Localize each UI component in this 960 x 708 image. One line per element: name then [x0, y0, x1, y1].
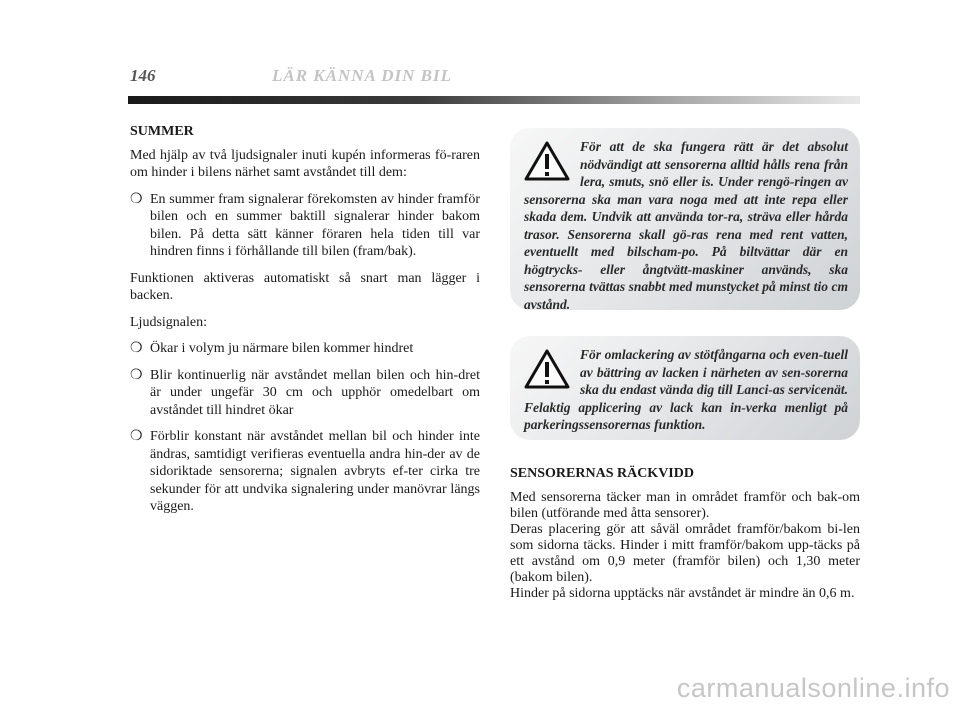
list-item	[130, 191, 480, 261]
section-heading-range: SENSORERNAS RÄCKVIDD	[510, 466, 694, 481]
range-line: Med sensorerna täcker man in området framför och bak-om bilen (utförande med åtta sensorer).	[510, 490, 860, 521]
range-line: Deras placering gör att såväl området framför/bakom bi-len som sidorna täcks. Hinder i mitt framför/bakom upp-täcks på ett avstånd om 0,9 meter (framför bilen) och 1,30 meter (bakom bilen).	[510, 522, 860, 585]
warning-triangle-icon	[524, 141, 570, 181]
left-column	[130, 123, 480, 525]
list-item-text: Ökar i volym ju närmare bilen kommer hindret	[150, 341, 414, 356]
list-item	[130, 428, 480, 516]
list-item	[130, 367, 480, 420]
list-item-text: En summer fram signalerar förekomsten av hinder framför bilen och en summer baktill signalerar hinder bakom bilen. På detta sätt känner föraren hela tiden till var hindren finns i förhållande till bilen (fram/bak).	[150, 191, 480, 259]
intro-paragraph: Med hjälp av två ljudsignaler inuti kupén informeras fö-raren om hinder i bilens närhet samt avståndet till dem:	[130, 147, 480, 180]
warning-box-paint	[510, 336, 860, 440]
warning-box-cleaning	[510, 128, 860, 310]
bullet-icon: ❍	[130, 429, 143, 444]
warning-triangle-icon	[524, 349, 570, 389]
warning-text: För att de ska fungera rätt är det absolut nödvändigt att sensorerna alltid hålls rena från lera, smuts, snö eller is. Under rengö-ringen av sensorerna ska man vara noga med att inte repa eller skada dem. Undvik att använda tor-ra, sträva eller hårda trasor. Sensorerna skall gö-ras rena med rent vatten, eventuellt med bilscham-po. På biltvättar där en högtrycks- eller ångtvätt-maskiner används, ska sensorerna tvättas snabbt med munstycket på minst tio cm avstånd.	[524, 139, 848, 312]
running-title: LÄR KÄNNA DIN BIL	[272, 66, 452, 85]
range-line: Hinder på sidorna upptäcks när avståndet är mindre än 0,6 m.	[510, 586, 855, 601]
signal-label: Ljudsignalen:	[130, 314, 207, 330]
warning-text: För omlackering av stötfångarna och even-tuell av bättring av lacken i närheten av sen-sorerna ska du endast vända dig till Lanci-as servicenät. Felaktig applicering av lack kan in-verka menligt på parkeringssensorernas funktion.	[524, 347, 848, 432]
bullet-icon: ❍	[130, 191, 143, 207]
right-column	[510, 466, 860, 602]
watermark: carmanualsonline.info	[676, 673, 950, 703]
header-rule	[128, 96, 860, 104]
bullet-list-1	[130, 191, 480, 261]
page-number: 146	[130, 66, 156, 85]
activation-paragraph: Funktionen aktiveras automatiskt så snart man lägger i backen.	[130, 270, 480, 303]
list-item-text: Förblir konstant när avståndet mellan bil och hinder inte ändras, samtidigt verifieras eventuella andra hin-der av de sidoriktade sensorerna; signalen avbryts ef-ter cirka tre sekunder för att undvika signalering under manövrar längs väggen.	[150, 429, 480, 514]
bullet-icon: ❍	[130, 341, 143, 356]
bullet-list-2	[130, 340, 480, 516]
bullet-icon: ❍	[130, 367, 143, 383]
list-item-text: Blir kontinuerlig när avståndet mellan bilen och hin-dret är under ungefär 30 cm och upphör omedelbart om avståndet till hindret ökar	[150, 367, 480, 418]
list-item	[130, 340, 480, 358]
section-heading-summer: SUMMER	[130, 124, 194, 139]
